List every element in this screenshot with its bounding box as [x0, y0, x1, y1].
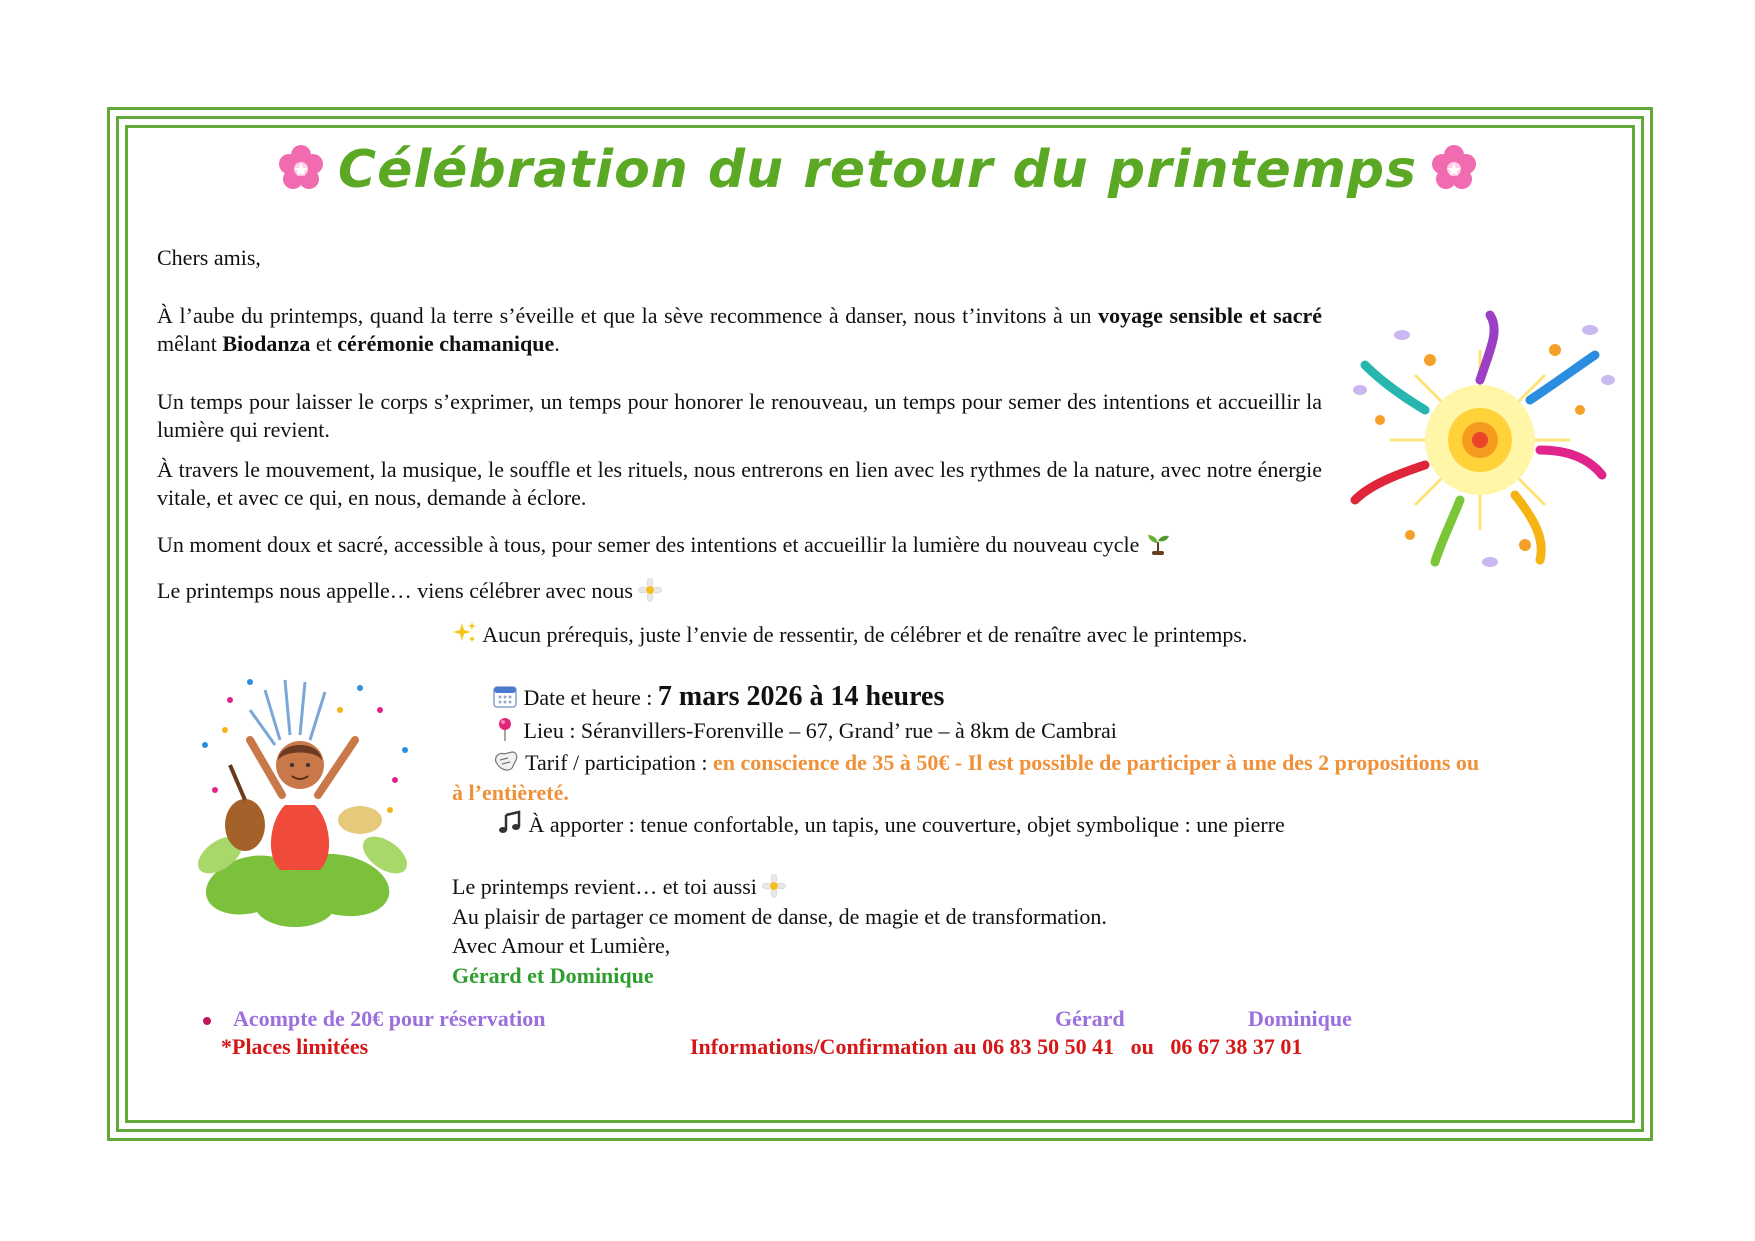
deposit-text: Acompte de 20€ pour réservation — [233, 1006, 546, 1031]
title-text: Célébration du retour du printemps — [337, 140, 1418, 200]
pink-flower-icon — [276, 143, 326, 193]
closing-line-1-text: Le printemps revient… et toi aussi — [452, 874, 757, 899]
paragraph-5-text: Le printemps nous appelle… viens célébrer avec nous — [157, 578, 633, 603]
paragraph-4 — [157, 530, 1322, 559]
seedling-icon — [1145, 530, 1171, 556]
intro-bold-ceremonie: cérémonie chamanique — [337, 331, 555, 356]
bring-line — [497, 810, 1285, 839]
closing-line-2: Au plaisir de partager ce moment de danse, de magie et de transformation. — [452, 904, 1107, 929]
sun-dancers-illustration — [1340, 310, 1620, 570]
paragraph-2: Un temps pour laisser le corps s’exprimer, un temps pour honorer le renouveau, un temps pour semer des intentions et accueillir la lumière qui revient. — [157, 389, 1322, 442]
place-text: Lieu : Séranvillers-Forenville – 67, Grand’ rue – à 8km de Cambrai — [523, 718, 1117, 743]
page-title — [0, 140, 1755, 200]
closing-line-1 — [452, 872, 786, 901]
contact-name-gerard: Gérard — [1055, 1006, 1125, 1031]
greeting: Chers amis, — [157, 245, 261, 270]
intro-text-2: mêlant — [157, 331, 223, 356]
date-value: 7 mars 2026 à 14 heures — [657, 681, 945, 712]
intro-text-4: . — [554, 331, 560, 356]
contact-info: Informations/Confirmation au 06 83 50 50 41 ou 06 67 38 37 01 — [690, 1034, 1303, 1059]
limited-places: *Places limitées — [221, 1034, 369, 1059]
pink-flower-icon — [1429, 143, 1479, 193]
prerequisites-line — [452, 620, 1247, 649]
dancing-woman-illustration — [190, 670, 420, 930]
pin-icon — [492, 716, 518, 742]
daisy-icon — [762, 874, 786, 898]
tarif-label: Tarif / participation : — [525, 750, 713, 775]
paragraph-4-text: Un moment doux et sacré, accessible à tous, pour semer des intentions et accueillir la lumière du nouveau cycle — [157, 532, 1140, 557]
bullet — [203, 1017, 211, 1025]
bring-text: À apporter : tenue confortable, un tapis, une couverture, objet symbolique : une pierre — [528, 812, 1285, 837]
music-notes-icon — [497, 810, 523, 836]
intro-text-3: et — [310, 331, 338, 356]
tarif-line — [492, 748, 1479, 777]
signature: Gérard et Dominique — [452, 963, 654, 988]
tarif-value-line-2: à l’entièreté. — [452, 780, 569, 805]
intro-paragraph — [157, 302, 1322, 358]
contact-name-dominique: Dominique — [1248, 1006, 1352, 1031]
calendar-icon — [492, 683, 518, 709]
place-line — [492, 716, 1117, 745]
date-label: Date et heure : — [523, 685, 658, 710]
prerequisites-text: Aucun prérequis, juste l’envie de ressentir, de célébrer et de renaître avec le printemps. — [482, 622, 1248, 647]
closing-line-3: Avec Amour et Lumière, — [452, 933, 671, 958]
intro-bold-voyage: voyage sensible et sacré — [1098, 303, 1323, 328]
intro-text-1: À l’aube du printemps, quand la terre s’éveille et que la sève recommence à danser, nous t’invitons à un — [157, 303, 1099, 328]
sparkles-icon — [452, 620, 478, 646]
deposit-line — [203, 1005, 545, 1033]
date-line — [492, 682, 944, 712]
daisy-icon — [638, 578, 662, 602]
money-icon — [492, 748, 520, 774]
paragraph-5 — [157, 577, 1322, 605]
tarif-value-line-1: en conscience de 35 à 50€ - Il est possible de participer à une des 2 propositions ou — [712, 750, 1480, 775]
paragraph-3: À travers le mouvement, la musique, le souffle et les rituels, nous entrerons en lien avec les rythmes de la nature, avec notre énergie vitale, et avec ce qui, en nous, demande à éclore. — [157, 457, 1322, 510]
intro-bold-biodanza: Biodanza — [222, 331, 311, 356]
